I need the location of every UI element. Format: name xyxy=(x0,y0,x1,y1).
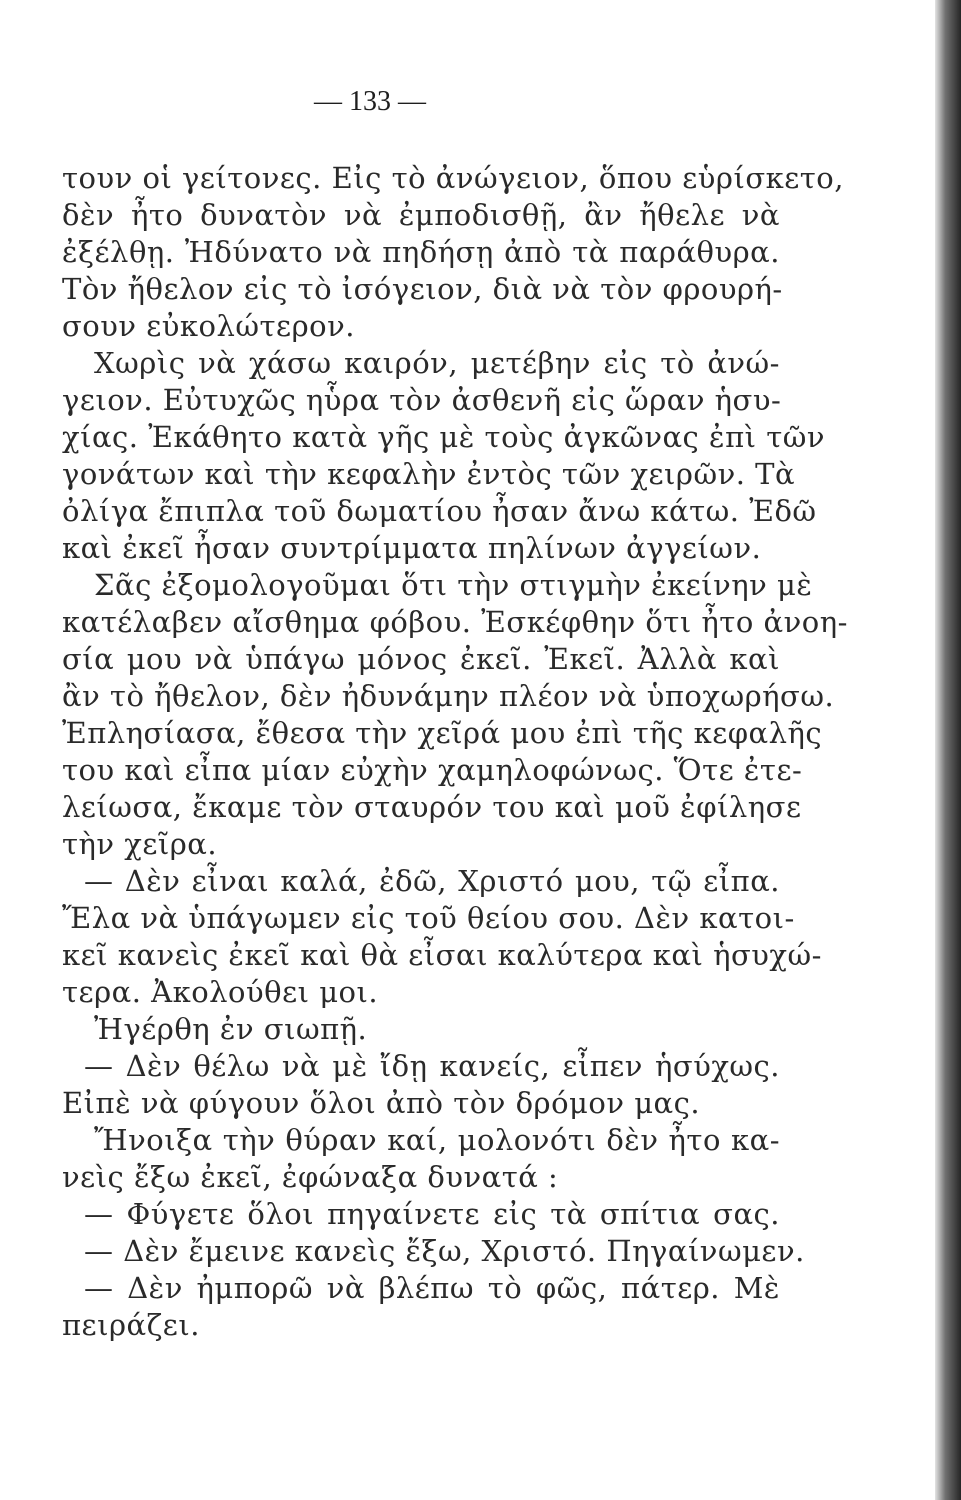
text-line: λείωσα, ἔκαμε τὸν σταυρόν του καὶ μοῦ ἐφίλησε xyxy=(62,790,802,824)
text-line: κατέλαβεν αἴσθημα φόβου. Ἐσκέφθην ὅτι ἦτο ἀνοη- xyxy=(62,605,848,639)
text-line: Εἰπὲ νὰ φύγουν ὅλοι ἀπὸ τὸν δρόμον μας. xyxy=(62,1086,701,1120)
page-edge-shadow xyxy=(935,0,961,1500)
text-line: Ἐπλησίασα, ἔθεσα τὴν χεῖρά μου ἐπὶ τῆς κεφαλῆς xyxy=(62,716,823,750)
text-line: σουν εὐκολώτερον. xyxy=(62,309,355,343)
text-line: Χωρὶς νὰ χάσω καιρόν, μετέβην εἰς τὸ ἀνώ- xyxy=(94,346,780,380)
text-line: — Δὲν ἔμεινε κανεὶς ἔξω, Χριστό. Πηγαίνωμεν. xyxy=(84,1234,805,1268)
text-line: Ἔλα νὰ ὑπάγωμεν εἰς τοῦ θείου σου. Δὲν κατοι- xyxy=(62,901,795,935)
text-line: πειράζει. xyxy=(62,1308,200,1342)
text-line: Τὸν ἤθελον εἰς τὸ ἰσόγειον, διὰ νὰ τὸν φρουρή- xyxy=(62,272,783,306)
text-line: καὶ ἐκεῖ ἦσαν συντρίμματα πηλίνων ἀγγείων. xyxy=(62,531,762,565)
text-line: γειον. Εὐτυχῶς ηὗρα τὸν ἀσθενῆ εἰς ὥραν ἡσυ- xyxy=(62,383,782,417)
text-line: τερα. Ἀκολούθει μοι. xyxy=(62,975,379,1009)
text-line: Ἠγέρθη ἐν σιωπῇ. xyxy=(94,1012,368,1046)
text-line: γονάτων καὶ τὴν κεφαλὴν ἐντὸς τῶν χειρῶν. Τὰ xyxy=(62,457,796,491)
text-line: Ἤνοιξα τὴν θύραν καί, μολονότι δὲν ἦτο κα- xyxy=(94,1123,780,1157)
text-line: νεὶς ἔξω ἐκεῖ, ἐφώναξα δυνατά : xyxy=(62,1160,559,1194)
text-line: του καὶ εἶπα μίαν εὐχὴν χαμηλοφώνως. Ὅτε ἐτε- xyxy=(62,753,803,787)
text-line: Σᾶς ἐξομολογοῦμαι ὅτι τὴν στιγμὴν ἐκείνην μὲ xyxy=(94,568,813,602)
body-text xyxy=(62,160,848,1344)
text-line: ὀλίγα ἔπιπλα τοῦ δωματίου ἦσαν ἄνω κάτω. Ἐδῶ xyxy=(62,494,817,528)
text-line: ἐξέλθῃ. Ἠδύνατο νὰ πηδήσῃ ἀπὸ τὰ παράθυρα. xyxy=(62,235,780,269)
text-line: κεῖ κανεὶς ἐκεῖ καὶ θὰ εἶσαι καλύτερα καὶ ἡσυχώ- xyxy=(62,938,822,972)
text-line: σία μου νὰ ὑπάγω μόνος ἐκεῖ. Ἐκεῖ. Ἀλλὰ καὶ xyxy=(62,642,780,676)
text-line: — Δὲν θέλω νὰ μὲ ἴδῃ κανείς, εἶπεν ἡσύχως. xyxy=(84,1049,780,1083)
text-line: τουν οἱ γείτονες. Εἰς τὸ ἀνώγειον, ὅπου εὑρίσκετο, xyxy=(62,161,844,195)
page-number: — 133 — xyxy=(314,86,426,117)
text-line: — Δὲν ἠμπορῶ νὰ βλέπω τὸ φῶς, πάτερ. Μὲ xyxy=(84,1271,780,1305)
text-line: τὴν χεῖρα. xyxy=(62,827,218,861)
text-line: δὲν ἦτο δυνατὸν νὰ ἐμποδισθῇ, ἂν ἤθελε νὰ xyxy=(62,198,780,232)
text-line: — Δὲν εἶναι καλά, ἐδῶ, Χριστό μου, τῷ εἶπα. xyxy=(84,864,780,898)
text-line: ἂν τὸ ἤθελον, δὲν ἠδυνάμην πλέον νὰ ὑποχωρήσω. xyxy=(62,679,835,713)
text-line: χίας. Ἐκάθητο κατὰ γῆς μὲ τοὺς ἀγκῶνας ἐπὶ τῶν xyxy=(62,420,826,454)
text-line: — Φύγετε ὅλοι πηγαίνετε εἰς τὰ σπίτια σας. xyxy=(84,1197,780,1231)
